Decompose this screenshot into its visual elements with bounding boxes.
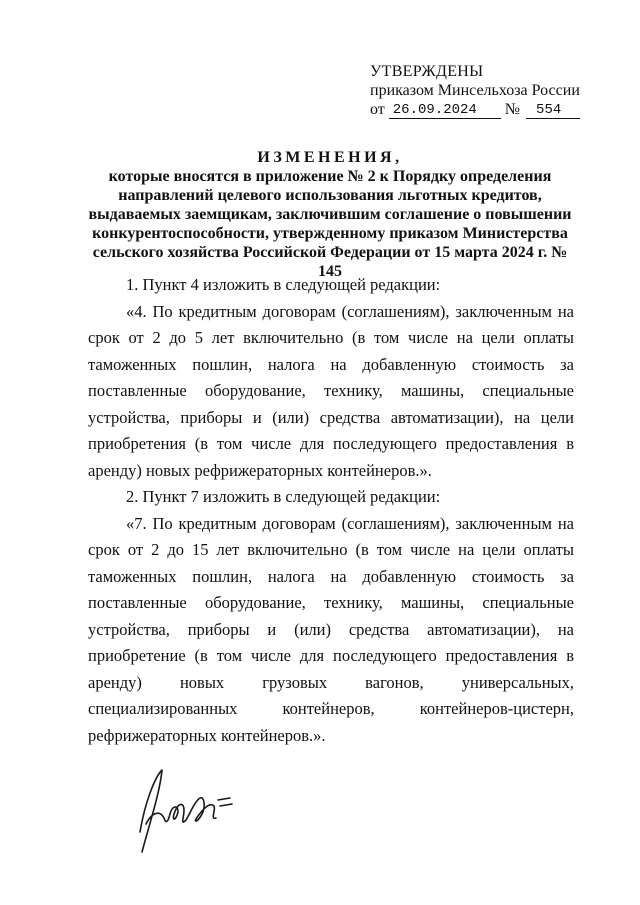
paragraph-point-7-text: «7. По кредитным договорам (соглашениям), заключенным на срок от 2 до 15 лет включительно (в том числе на цели оплаты таможенных пошлин, налога на добавленную стоимость за поставленные оборудование, технику, машины, специальные устройства, приборы и (или) средства автоматизации), на приобретение (в том числе для последующего предоставления в аренду) новых грузовых вагонов, универсальных, специализированных контейнеров, контейнеров-цистерн, рефрижераторных контейнеров.». <box>88 513 574 745</box>
title-line: конкурентоспособности, утвержденному приказом Министерства <box>92 225 568 242</box>
paragraph-item-1: 1. Пункт 4 изложить в следующей редакции: <box>126 275 441 294</box>
title-main: ИЗМЕНЕНИЯ, <box>257 149 403 166</box>
handwritten-signature <box>120 762 260 862</box>
document-title <box>80 148 580 281</box>
approval-order-by: приказом Минсельхоза России <box>370 82 580 99</box>
from-label: от <box>370 101 385 118</box>
order-date: 26.09.2024 <box>389 102 501 119</box>
approval-heading: УТВЕРЖДЕНЫ <box>370 63 484 80</box>
number-label: № <box>504 101 521 118</box>
title-line: направлений целевого использования льготных кредитов, <box>118 187 542 204</box>
paragraph-point-4-text: «4. По кредитным договорам (соглашениям), заключенным на срок от 2 до 5 лет включительно (в том числе на цели оплаты таможенных пошлин, налога на добавленную стоимость за поставленные оборудование, технику, машины, специальные устройства, приборы и (или) средства автоматизации), на цели приобретения (в том числе для последующего предоставления в аренду) новых рефрижераторных контейнеров.». <box>88 301 574 480</box>
title-line: которые вносятся в приложение № 2 к Порядку определения <box>108 168 552 185</box>
order-date-number-line <box>370 100 600 119</box>
order-number: 554 <box>526 102 580 119</box>
title-line: выдаваемых заемщикам, заключившим соглашение о повышении <box>88 206 572 223</box>
document-body <box>88 272 574 749</box>
approval-block <box>370 62 600 119</box>
paragraph-item-2: 2. Пункт 7 изложить в следующей редакции: <box>126 487 441 506</box>
title-line: сельского хозяйства Российской Федерации от 15 марта 2024 г. № 145 <box>92 244 568 280</box>
